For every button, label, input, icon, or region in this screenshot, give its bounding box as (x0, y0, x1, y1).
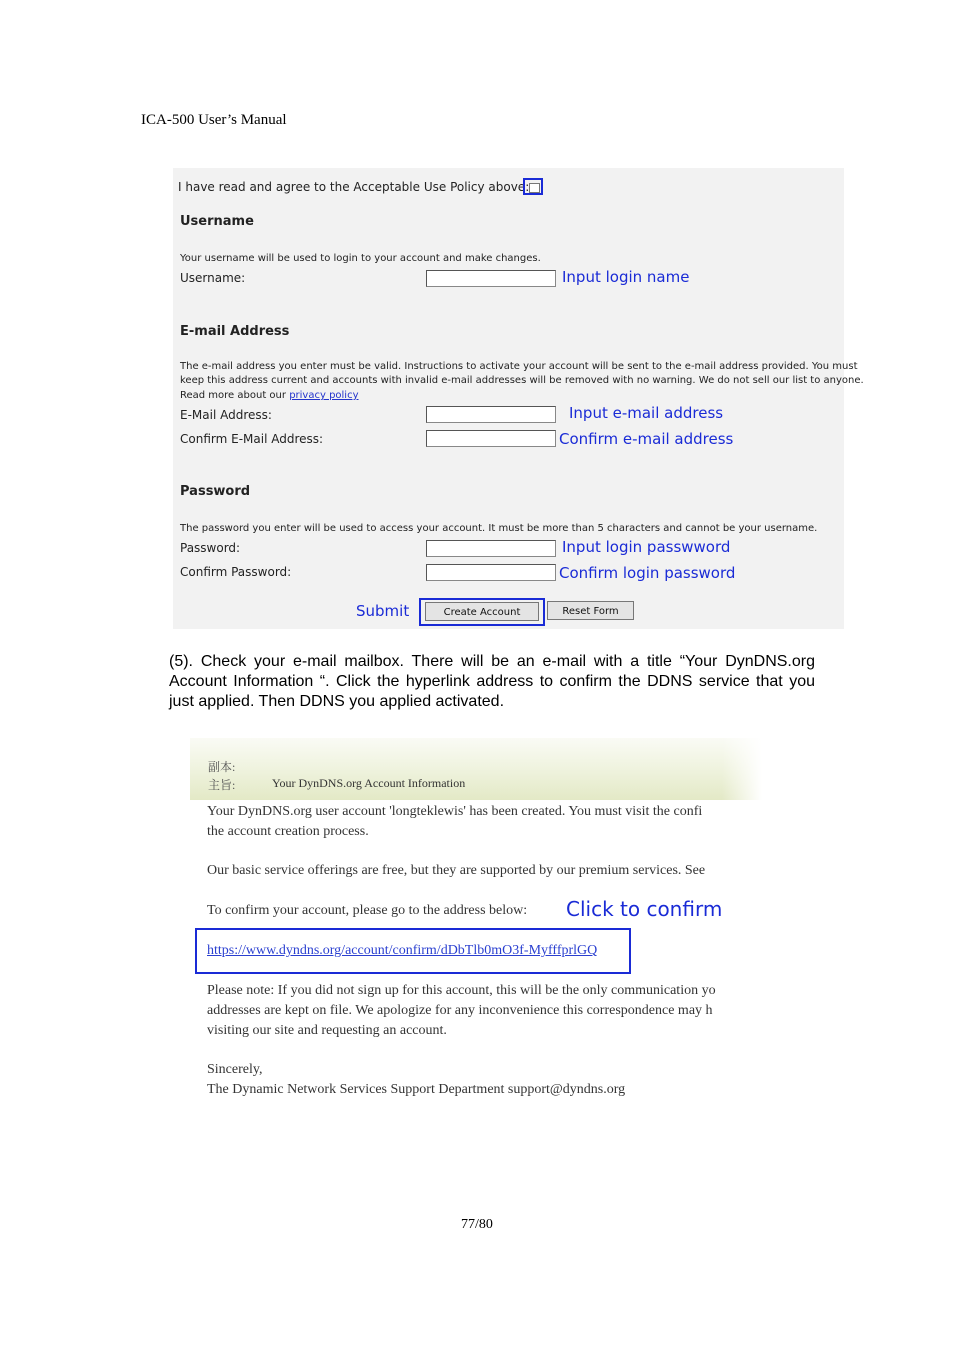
aup-checkbox[interactable] (529, 183, 540, 193)
email-hint: Input e-mail address (569, 404, 724, 422)
password-hint: Input login passwword (562, 538, 731, 556)
aup-label: I have read and agree to the Acceptable Use Policy above: (178, 180, 530, 194)
confirm-password-input[interactable] (426, 564, 556, 581)
email-subject: Your DynDNS.org Account Information (272, 776, 466, 790)
email-signature: The Dynamic Network Services Support Department support@dyndns.org (207, 1082, 626, 1097)
email-subject-label: 主旨: (208, 778, 236, 792)
create-account-button[interactable]: Create Account (425, 602, 539, 621)
username-label: Username: (180, 271, 246, 285)
password-input[interactable] (426, 540, 556, 557)
email-input[interactable] (426, 406, 556, 423)
submit-hint: Submit (356, 602, 410, 620)
email-body-line-1: Your DynDNS.org user account 'longteklewis' has been created. You must visit the confi (207, 804, 703, 819)
email-body-line-4: To confirm your account, please go to the address below: (207, 903, 528, 918)
confirm-password-hint: Confirm login password (559, 564, 736, 582)
email-body-line-3: Our basic service offerings are free, but they are supported by our premium services. See (207, 863, 706, 878)
email-cc-label: 副本: (208, 760, 236, 774)
email-label: E-Mail Address: (180, 408, 272, 422)
confirm-email-hint: Confirm e-mail address (559, 430, 734, 448)
email-right-fade (722, 738, 762, 1133)
confirmation-email-screenshot (190, 738, 762, 1133)
email-note-line-2: addresses are kept on file. We apologize for any inconvenience this correspondence may h (207, 1003, 713, 1018)
username-input[interactable] (426, 270, 556, 287)
privacy-policy-link[interactable]: privacy policy (289, 390, 359, 401)
document-header: ICA-500 User’s Manual (141, 112, 287, 128)
aup-highlight (523, 178, 543, 195)
confirm-password-label: Confirm Password: (180, 565, 292, 579)
email-heading: E-mail Address (180, 324, 290, 339)
page-number: 77/80 (461, 1217, 493, 1232)
email-bottom-fade (190, 1103, 762, 1133)
email-note-line-1: Please note: If you did not sign up for this account, this will be the only communication yo (207, 983, 716, 998)
password-description: The password you enter will be used to access your account. It must be more than 5 characters and cannot be your username. (180, 523, 818, 534)
email-description-line-1: The e-mail address you enter must be valid. Instructions to activate your account will be sent to the e-mail address provided. You must (180, 361, 858, 372)
email-signoff: Sincerely, (207, 1062, 263, 1077)
username-hint: Input login name (562, 268, 690, 286)
username-description: Your username will be used to login to your account and make changes. (180, 253, 541, 264)
signup-form-screenshot (173, 168, 864, 629)
confirm-email-input[interactable] (426, 430, 556, 447)
step-5-paragraph: (5). Check your e-mail mailbox. There will be an e-mail with a title “Your DynDNS.org Account Information “. Click the hyperlink address to confirm the DDNS service that you just applied. Then DDNS you applied activated. (169, 653, 815, 710)
email-description-line-2: keep this address current and accounts with invalid e-mail addresses will be removed with no warning. We do not sell our list to anyone. (180, 375, 864, 386)
email-body-line-2: the account creation process. (207, 824, 369, 839)
reset-form-button[interactable]: Reset Form (547, 601, 634, 620)
email-note-line-3: visiting our site and requesting an account. (207, 1023, 447, 1038)
password-label: Password: (180, 541, 241, 555)
email-faded-row (208, 741, 211, 756)
email-description-line-3: Read more about our privacy policy (180, 390, 359, 401)
confirm-url-link[interactable]: https://www.dyndns.org/account/confirm/dDbTlb0mO3f-MyfffprlGQ (207, 943, 598, 958)
confirm-email-label: Confirm E-Mail Address: (180, 432, 324, 446)
click-to-confirm-label: Click to confirm (566, 897, 723, 921)
username-heading: Username (180, 214, 254, 229)
password-heading: Password (180, 484, 251, 499)
